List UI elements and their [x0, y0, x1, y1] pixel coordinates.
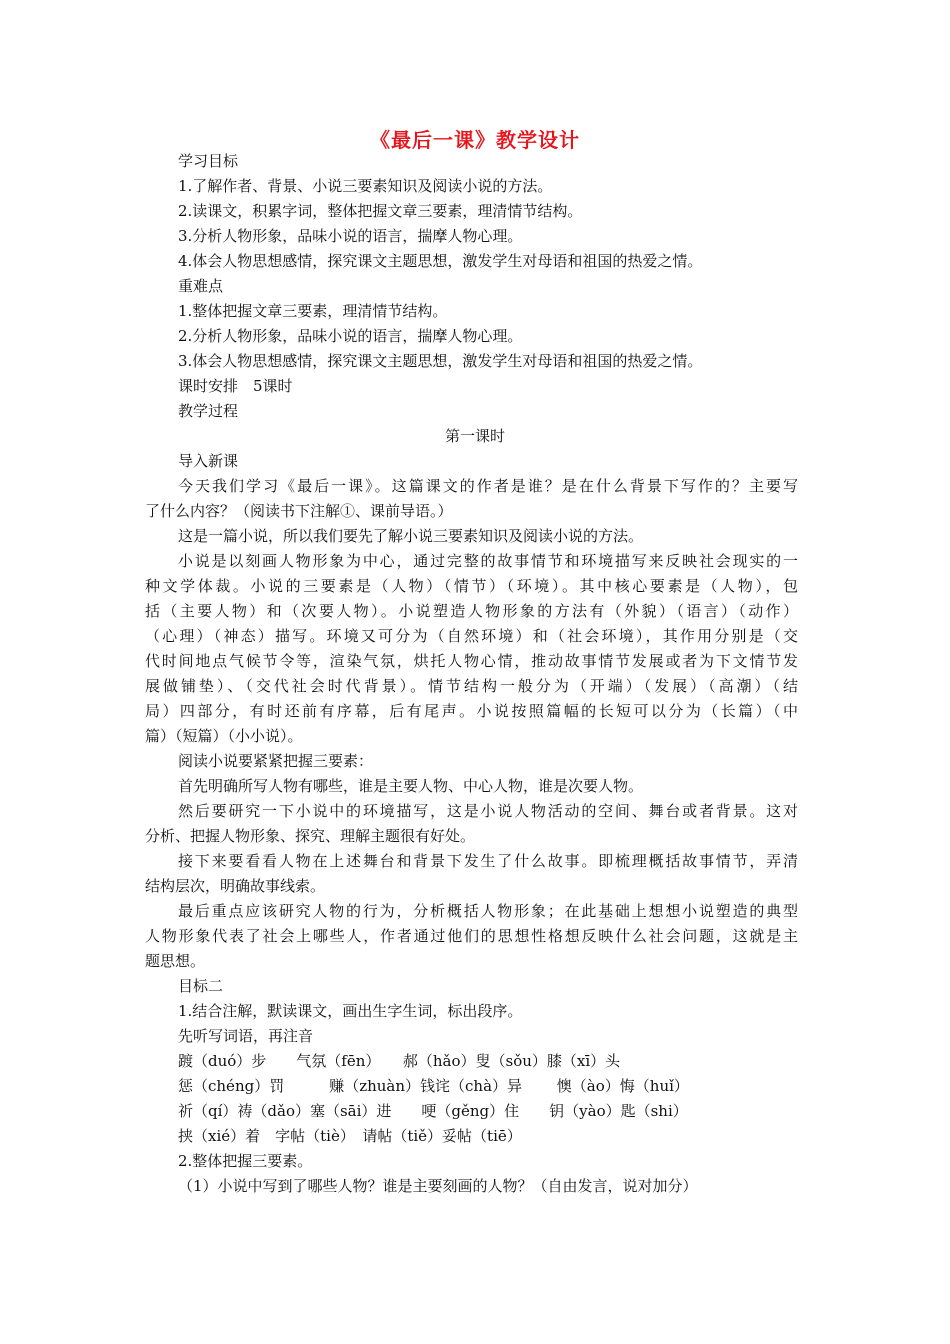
text-line: 今天我们学习《最后一课》。这篇课文的作者是谁？是在什么背景下写作的？主要写: [178, 477, 798, 495]
text-line: 重难点: [178, 277, 224, 295]
text-line: 结构层次，明确故事线索。: [145, 877, 326, 895]
text-line: 2.分析人物形象，品味小说的语言，揣摩人物心理。: [178, 327, 523, 345]
text-line: 展做铺垫）、（交代社会时代背景）。情节结构一般分为（开端）（发展）（高潮）（结: [145, 677, 798, 695]
text-line: 1.结合注解，默读课文，画出生字生词，标出段序。: [178, 1002, 523, 1020]
text-line: 学习目标: [178, 152, 239, 170]
text-line: 然后要研究一下小说中的环境描写，这是小说人物活动的空间、舞台或者背景。这对: [178, 802, 798, 820]
text-line: 4.体会人物思想感情，探究课文主题思想，激发学生对母语和祖国的热爱之情。: [178, 252, 703, 270]
text-line: 括（主要人物）和（次要人物）。小说塑造人物形象的方法有（外貌）（语言）（动作）: [145, 602, 798, 620]
text-line: 2.读课文，积累字词，整体把握文章三要素，理清情节结构。: [178, 202, 583, 220]
document-title: 《最后一课》教学设计: [370, 128, 580, 152]
text-line: 2.整体把握三要素。: [178, 1152, 313, 1170]
text-line: 小说是以刻画人物形象为中心，通过完整的故事情节和环境描写来反映社会现实的一: [178, 552, 798, 570]
text-line: 先听写词语，再注音: [178, 1027, 314, 1045]
text-line: 3.体会人物思想感情，探究课文主题思想，激发学生对母语和祖国的热爱之情。: [178, 352, 703, 370]
text-line: （1）小说中写到了哪些人物？谁是主要刻画的人物？（自由发言，说对加分）: [178, 1177, 698, 1195]
text-line: 人物形象代表了社会上哪些人，作者通过他们的思想性格想反映什么社会问题，这就是主: [145, 927, 798, 945]
text-line: 题思想。: [145, 952, 206, 970]
text-line: 了什么内容？（阅读书下注解①、课前导语。）: [145, 502, 453, 520]
text-line: 分析、把握人物形象、探究、理解主题很有好处。: [145, 827, 476, 845]
text-line: 踱（duó）步 气氛（fēn） 郝（hǎo）叟（sǒu）膝（xī）头: [178, 1052, 621, 1070]
text-line: 接下来要看看人物在上述舞台和背景下发生了什么故事。即梳理概括故事情节，弄清: [178, 852, 798, 870]
text-line: 课时安排 5课时: [178, 377, 293, 395]
text-line: 1.整体把握文章三要素，理清情节结构。: [178, 302, 448, 320]
text-line: 祈（qí）祷（dǎo）塞（sāi）进 哽（gěng）住 钥（yào）匙（shi）: [178, 1102, 688, 1120]
text-line: 导入新课: [178, 452, 239, 470]
text-line: 1.了解作者、背景、小说三要素知识及阅读小说的方法。: [178, 177, 553, 195]
text-line: 篇）（短篇）（小小说）。: [145, 727, 303, 745]
text-line: 阅读小说要紧紧把握三要素：: [178, 752, 374, 770]
text-line: 局）四部分，有时还前有序幕，后有尾声。小说按照篇幅的长短可以分为（长篇）（中: [145, 702, 798, 720]
text-line: 目标二: [178, 977, 224, 995]
text-line: （心理）（神态）描写。环境又可分为（自然环境）和（社会环境），其作用分别是（交: [145, 627, 798, 645]
text-line: 最后重点应该研究人物的行为，分析概括人物形象；在此基础上想想小说塑造的典型: [178, 902, 798, 920]
text-line: 第一课时: [444, 427, 505, 445]
text-line: 挟（xié）着 字帖（tiè） 请帖（tiě）妥帖（tiē）: [178, 1127, 522, 1145]
text-line: 首先明确所写人物有哪些，谁是主要人物、中心人物，谁是次要人物。: [178, 777, 644, 795]
text-line: 3.分析人物形象，品味小说的语言，揣摩人物心理。: [178, 227, 523, 245]
text-line: 种文学体裁。小说的三要素是（人物）（情节）（环境）。其中核心要素是（人物），包: [145, 577, 798, 595]
text-line: 教学过程: [178, 402, 239, 420]
text-line: 代时间地点气候节令等，渲染气氛，烘托人物心情，推动故事情节发展或者为下文情节发: [145, 652, 798, 670]
text-line: 这是一篇小说，所以我们要先了解小说三要素知识及阅读小说的方法。: [178, 527, 644, 545]
text-line: 惩（chéng）罚 赚（zhuàn）钱诧（chà）异 懊（ào）悔（huǐ）: [178, 1077, 689, 1095]
